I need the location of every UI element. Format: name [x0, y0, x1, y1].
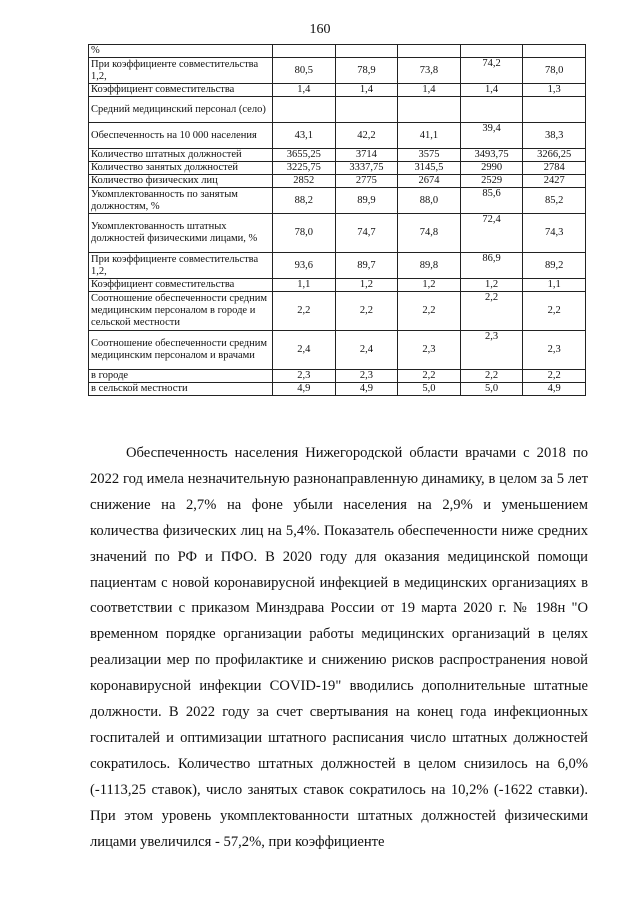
table-cell — [460, 97, 523, 123]
table-cell: 1,4 — [273, 84, 336, 97]
table-cell: 2529 — [460, 175, 523, 188]
row-label: При коэффициенте совместительства 1,2, — [89, 253, 273, 279]
table-cell: 2,3 — [460, 331, 523, 370]
page-number: 160 — [309, 22, 331, 37]
table-cell: 3145,5 — [398, 162, 461, 175]
table-cell: 3225,75 — [273, 162, 336, 175]
row-label: Соотношение обеспеченности средним медицинским персоналом в городе и сельской местности — [89, 292, 273, 331]
table-row — [89, 370, 586, 383]
table-row — [89, 292, 586, 331]
row-label: Средний медицинский персонал (село) — [89, 97, 273, 123]
row-label: Коэффициент совместительства — [89, 279, 273, 292]
table-row — [89, 97, 586, 123]
table-cell: 1,2 — [335, 279, 398, 292]
table-body — [89, 45, 586, 396]
table-cell: 42,2 — [335, 123, 398, 149]
table-cell: 2,2 — [398, 370, 461, 383]
table-row — [89, 253, 586, 279]
row-label: Количество штатных должностей — [89, 149, 273, 162]
table-cell: 2,2 — [273, 292, 336, 331]
table-row — [89, 279, 586, 292]
table-cell: 1,1 — [273, 279, 336, 292]
table-row — [89, 162, 586, 175]
table-row — [89, 214, 586, 253]
table-cell: 89,2 — [523, 253, 586, 279]
table-cell: 74,8 — [398, 214, 461, 253]
table-cell: 2,3 — [273, 370, 336, 383]
table-cell: 1,2 — [460, 279, 523, 292]
table-cell: 78,9 — [335, 58, 398, 84]
row-label: Соотношение обеспеченности средним медицинским персоналом и врачами — [89, 331, 273, 370]
table-cell: 2775 — [335, 175, 398, 188]
table-cell — [273, 97, 336, 123]
table-row — [89, 45, 586, 58]
table-cell: 3266,25 — [523, 149, 586, 162]
table-cell: 2,3 — [523, 331, 586, 370]
table-cell: 2,3 — [398, 331, 461, 370]
table-cell: 2427 — [523, 175, 586, 188]
table-cell: 2784 — [523, 162, 586, 175]
table-cell: 2,2 — [460, 370, 523, 383]
table-cell: 2852 — [273, 175, 336, 188]
table-cell: 88,0 — [398, 188, 461, 214]
row-label: Обеспеченность на 10 000 населения — [89, 123, 273, 149]
table-row — [89, 149, 586, 162]
table-cell: 2,2 — [460, 292, 523, 331]
table-cell: 38,3 — [523, 123, 586, 149]
row-label: Коэффициент совместительства — [89, 84, 273, 97]
table-cell: 1,2 — [398, 279, 461, 292]
paragraph-text: Обеспеченность населения Нижегородской области врачами с 2018 по 2022 год имела незначительную разнонаправленную динамику, в целом за 5 лет снижение на 2,7% на фоне убыли населения на 2,9% и уменьшением количества физических лиц на 5,4%. Показатель обеспеченности ниже средних значений по РФ и ПФО. В 2020 году для оказания медицинской помощи пациентам с новой коронавирусной инфекцией в медицинских организациях в соответствии с приказом Минздрава России от 19 марта 2020 г. № 198н "О временном порядке организации работы медицинских организаций в целях реализации мер по профилактике и снижению рисков распространения новой коронавирусной инфекции COVID-19" вводились дополнительные штатные должности. В 2022 году за счет свертывания на конец года инфекционных госпиталей и оптимизации штатного расписания число штатных должностей сократилось. Количество штатных должностей в целом снизилось на 6,0% (-1113,25 ставок), число занятых ставок сократилось на 10,2% (-1622 ставки). При этом уровень укомплектованности штатных должностей физическими лицами увеличился - 57,2%, при коэффициенте — [90, 445, 588, 850]
table-cell: 2674 — [398, 175, 461, 188]
table-cell — [523, 97, 586, 123]
table-cell — [398, 45, 461, 58]
row-label: в сельской местности — [89, 383, 273, 396]
table-cell: 85,2 — [523, 188, 586, 214]
table-cell: 2,3 — [335, 370, 398, 383]
table-row — [89, 383, 586, 396]
table-cell: 4,9 — [523, 383, 586, 396]
row-label: Укомплектованность по занятым должностям, % — [89, 188, 273, 214]
table-cell: 78,0 — [523, 58, 586, 84]
table-cell: 3337,75 — [335, 162, 398, 175]
table-cell: 3714 — [335, 149, 398, 162]
table-cell: 89,9 — [335, 188, 398, 214]
table-cell: 39,4 — [460, 123, 523, 149]
table-cell — [460, 45, 523, 58]
table-cell: 41,1 — [398, 123, 461, 149]
table-cell: 3655,25 — [273, 149, 336, 162]
table-cell: 43,1 — [273, 123, 336, 149]
table-cell: 80,5 — [273, 58, 336, 84]
table-cell: 74,7 — [335, 214, 398, 253]
row-label: При коэффициенте совместительства 1,2, — [89, 58, 273, 84]
table-row — [89, 58, 586, 84]
table-cell: 2,4 — [273, 331, 336, 370]
table-cell: 2,2 — [523, 370, 586, 383]
table-cell: 1,4 — [335, 84, 398, 97]
table-cell: 3493,75 — [460, 149, 523, 162]
table-cell: 2990 — [460, 162, 523, 175]
table-cell: 2,4 — [335, 331, 398, 370]
table-cell: 89,8 — [398, 253, 461, 279]
row-label: % — [89, 45, 273, 58]
table-row — [89, 123, 586, 149]
table-cell — [273, 45, 336, 58]
table-cell — [335, 45, 398, 58]
row-label: Количество занятых должностей — [89, 162, 273, 175]
row-label: Количество физических лиц — [89, 175, 273, 188]
table-cell: 86,9 — [460, 253, 523, 279]
table-cell: 2,2 — [398, 292, 461, 331]
table-cell: 74,3 — [523, 214, 586, 253]
table-row — [89, 331, 586, 370]
row-label: Укомплектованность штатных должностей физическими лицами, % — [89, 214, 273, 253]
body-paragraph — [90, 441, 588, 856]
table-cell: 1,3 — [523, 84, 586, 97]
table-cell: 93,6 — [273, 253, 336, 279]
table-cell: 5,0 — [460, 383, 523, 396]
table-row — [89, 175, 586, 188]
row-label: в городе — [89, 370, 273, 383]
table-cell — [335, 97, 398, 123]
table-cell — [398, 97, 461, 123]
table-cell: 89,7 — [335, 253, 398, 279]
table-cell: 4,9 — [273, 383, 336, 396]
table-cell: 78,0 — [273, 214, 336, 253]
table-cell: 88,2 — [273, 188, 336, 214]
table-cell: 2,2 — [523, 292, 586, 331]
staffing-table — [88, 44, 586, 396]
table-cell: 1,4 — [460, 84, 523, 97]
table-cell: 85,6 — [460, 188, 523, 214]
table-cell: 5,0 — [398, 383, 461, 396]
table-row — [89, 188, 586, 214]
table-cell: 1,4 — [398, 84, 461, 97]
table-cell: 74,2 — [460, 58, 523, 84]
table-cell: 1,1 — [523, 279, 586, 292]
table-cell: 4,9 — [335, 383, 398, 396]
table-cell: 72,4 — [460, 214, 523, 253]
table-cell — [523, 45, 586, 58]
table-cell: 3575 — [398, 149, 461, 162]
table-row — [89, 84, 586, 97]
table-cell: 73,8 — [398, 58, 461, 84]
table-cell: 2,2 — [335, 292, 398, 331]
